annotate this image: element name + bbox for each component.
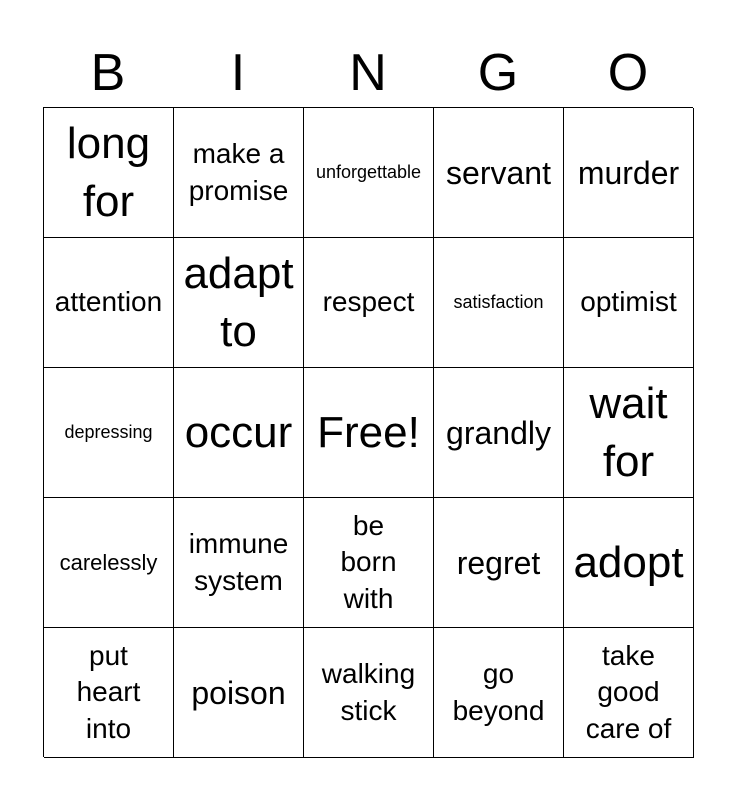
bingo-cell[interactable] bbox=[304, 238, 434, 368]
bingo-cell[interactable] bbox=[434, 498, 564, 628]
cell-text: carelessly bbox=[59, 549, 158, 575]
cell-text: poison bbox=[191, 674, 286, 711]
cell-text: unforgettable bbox=[315, 162, 422, 183]
bingo-cell[interactable] bbox=[304, 498, 434, 628]
bingo-cell[interactable] bbox=[564, 238, 694, 368]
cell-text: go beyond bbox=[452, 658, 545, 726]
bingo-cell[interactable] bbox=[44, 628, 174, 758]
bingo-header bbox=[43, 40, 693, 106]
bingo-cell[interactable] bbox=[434, 628, 564, 758]
bingo-cell[interactable] bbox=[564, 498, 694, 628]
bingo-cell[interactable] bbox=[304, 628, 434, 758]
bingo-cell[interactable] bbox=[44, 498, 174, 628]
cell-text: put heart into bbox=[76, 639, 141, 744]
bingo-cell[interactable] bbox=[174, 628, 304, 758]
header-letter-g: G bbox=[477, 44, 519, 102]
cell-text: long for bbox=[66, 119, 151, 226]
cell-text: regret bbox=[456, 544, 541, 581]
cell-text: take good care of bbox=[585, 639, 672, 744]
cell-text: make a promise bbox=[188, 138, 289, 206]
bingo-cell[interactable] bbox=[44, 368, 174, 498]
bingo-cell[interactable] bbox=[564, 628, 694, 758]
header-letter-b: B bbox=[90, 44, 126, 102]
bingo-cell[interactable] bbox=[564, 108, 694, 238]
cell-text: murder bbox=[577, 154, 680, 191]
cell-text: walking stick bbox=[321, 658, 416, 726]
cell-text: optimist bbox=[580, 286, 677, 318]
bingo-cell[interactable] bbox=[174, 238, 304, 368]
cell-text: adopt bbox=[573, 537, 684, 587]
header-letter-o: O bbox=[607, 44, 649, 102]
bingo-cell[interactable] bbox=[304, 108, 434, 238]
bingo-cell[interactable] bbox=[564, 368, 694, 498]
bingo-cell[interactable] bbox=[434, 368, 564, 498]
header-letter-n: N bbox=[349, 44, 387, 102]
cell-text: satisfaction bbox=[453, 292, 544, 313]
cell-text: immune system bbox=[188, 528, 289, 596]
bingo-cell[interactable] bbox=[434, 238, 564, 368]
bingo-cell[interactable] bbox=[174, 108, 304, 238]
bingo-cell[interactable] bbox=[44, 108, 174, 238]
bingo-cell[interactable] bbox=[434, 108, 564, 238]
cell-text: grandly bbox=[446, 414, 551, 451]
cell-text: occur bbox=[184, 407, 293, 457]
bingo-cell[interactable] bbox=[44, 238, 174, 368]
cell-text: wait for bbox=[589, 379, 668, 486]
cell-text: attention bbox=[54, 286, 163, 318]
bingo-cell[interactable] bbox=[174, 368, 304, 498]
cell-text: be born with bbox=[340, 509, 397, 614]
header-letter-i: I bbox=[230, 44, 246, 102]
free-space-text: Free! bbox=[317, 407, 420, 457]
bingo-board bbox=[43, 107, 693, 757]
free-space-cell[interactable] bbox=[304, 368, 434, 498]
cell-text: servant bbox=[446, 154, 551, 191]
cell-text: adapt to bbox=[183, 249, 294, 356]
cell-text: respect bbox=[322, 286, 415, 318]
bingo-cell[interactable] bbox=[174, 498, 304, 628]
cell-text: depressing bbox=[64, 422, 153, 443]
